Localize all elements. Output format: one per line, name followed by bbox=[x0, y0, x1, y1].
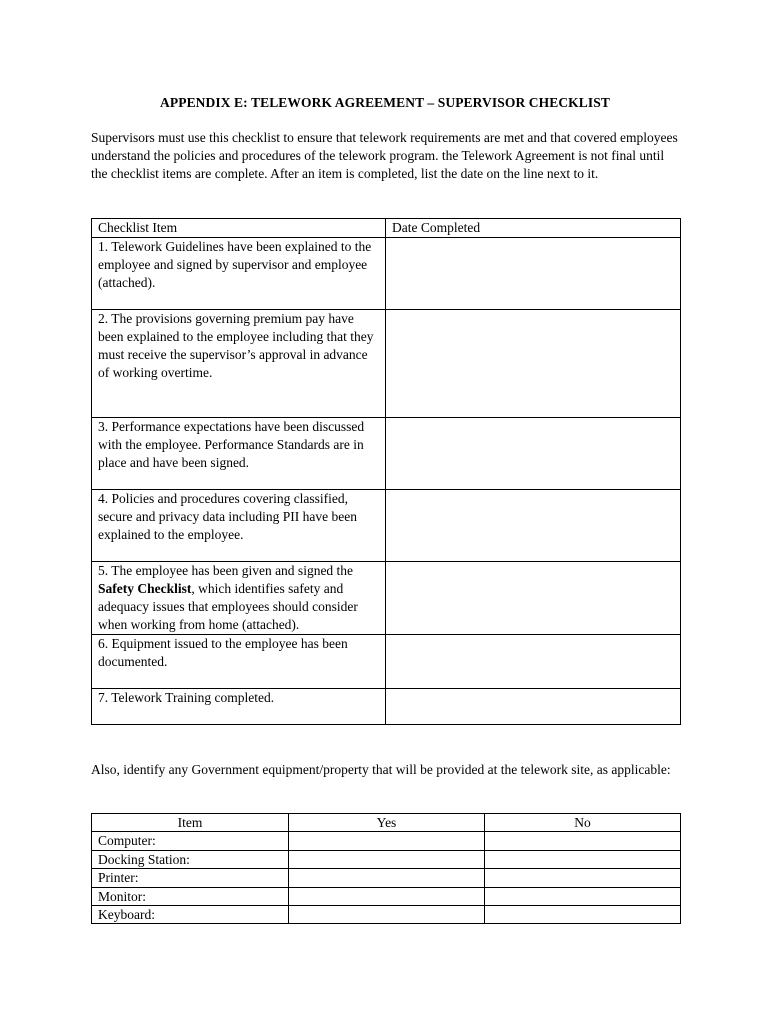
checklist-item-text: 7. Telework Training completed. bbox=[92, 689, 386, 725]
date-completed-cell[interactable] bbox=[386, 635, 681, 689]
checklist-item-text-start: 5. The employee has been given and signed the bbox=[98, 563, 354, 578]
checklist-row-1 bbox=[92, 238, 681, 310]
checklist-row-5 bbox=[92, 562, 681, 635]
supervisor-checklist-table bbox=[91, 218, 681, 725]
date-completed-cell[interactable] bbox=[386, 562, 681, 635]
equipment-row-docking-station bbox=[92, 850, 681, 868]
equipment-instruction-paragraph: Also, identify any Government equipment/property that will be provided at the telework site, as applicable: bbox=[91, 762, 671, 777]
equipment-row-printer bbox=[92, 869, 681, 887]
equipment-row-monitor bbox=[92, 887, 681, 905]
checklist-row-4 bbox=[92, 490, 681, 562]
equipment-row-computer bbox=[92, 832, 681, 850]
checklist-row-7 bbox=[92, 689, 681, 725]
checklist-item-text: 1. Telework Guidelines have been explained to the employee and signed by supervisor and employee (attached). bbox=[92, 238, 386, 310]
equipment-no-cell[interactable] bbox=[485, 832, 681, 850]
item-header: Item bbox=[92, 814, 289, 832]
equipment-item-label: Monitor: bbox=[92, 887, 289, 905]
date-completed-cell[interactable] bbox=[386, 418, 681, 490]
no-header: No bbox=[485, 814, 681, 832]
checklist-row-6 bbox=[92, 635, 681, 689]
equipment-no-cell[interactable] bbox=[485, 869, 681, 887]
checklist-item-header: Checklist Item bbox=[92, 219, 386, 238]
intro-paragraph: Supervisors must use this checklist to ensure that telework requirements are met and that covered employees understand the policies and procedures of the telework program. the Telework Agreement is not final until the checklist items are complete. After an item is completed, list the date on the line next to it. bbox=[91, 130, 678, 181]
equipment-header-row bbox=[92, 814, 681, 832]
date-completed-cell[interactable] bbox=[386, 490, 681, 562]
equipment-yes-cell[interactable] bbox=[289, 906, 485, 924]
equipment-item-label: Printer: bbox=[92, 869, 289, 887]
checklist-item-text-end: , which identifies safety and adequacy issues that employees should consider when working from home (attached). bbox=[98, 581, 358, 632]
date-completed-cell[interactable] bbox=[386, 689, 681, 725]
date-completed-header: Date Completed bbox=[386, 219, 681, 238]
equipment-item-label: Computer: bbox=[92, 832, 289, 850]
safety-checklist-bold: Safety Checklist bbox=[98, 581, 192, 596]
checklist-row-2 bbox=[92, 310, 681, 418]
equipment-yes-cell[interactable] bbox=[289, 869, 485, 887]
checklist-item-text: 6. Equipment issued to the employee has been documented. bbox=[92, 635, 386, 689]
date-completed-cell[interactable] bbox=[386, 238, 681, 310]
date-completed-cell[interactable] bbox=[386, 310, 681, 418]
checklist-item-text: 3. Performance expectations have been discussed with the employee. Performance Standards are in place and have been signed. bbox=[92, 418, 386, 490]
government-equipment-table bbox=[91, 813, 681, 924]
equipment-no-cell[interactable] bbox=[485, 887, 681, 905]
equipment-yes-cell[interactable] bbox=[289, 850, 485, 868]
checklist-row-3 bbox=[92, 418, 681, 490]
equipment-yes-cell[interactable] bbox=[289, 887, 485, 905]
yes-header: Yes bbox=[289, 814, 485, 832]
checklist-item-text bbox=[92, 562, 386, 635]
equipment-no-cell[interactable] bbox=[485, 906, 681, 924]
checklist-header-row bbox=[92, 219, 681, 238]
equipment-no-cell[interactable] bbox=[485, 850, 681, 868]
checklist-item-text: 4. Policies and procedures covering classified, secure and privacy data including PII have been explained to the employee. bbox=[92, 490, 386, 562]
checklist-item-text: 2. The provisions governing premium pay have been explained to the employee including that they must receive the supervisor’s approval in advance of working overtime. bbox=[92, 310, 386, 418]
equipment-item-label: Docking Station: bbox=[92, 850, 289, 868]
equipment-item-label: Keyboard: bbox=[92, 906, 289, 924]
equipment-row-keyboard bbox=[92, 906, 681, 924]
document-title: APPENDIX E: TELEWORK AGREEMENT – SUPERVISOR CHECKLIST bbox=[160, 95, 610, 110]
equipment-yes-cell[interactable] bbox=[289, 832, 485, 850]
